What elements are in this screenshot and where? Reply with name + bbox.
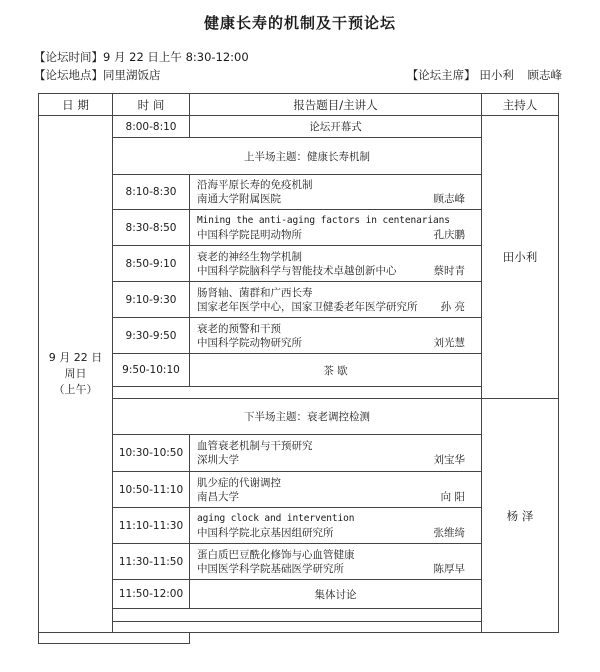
spacer-cell bbox=[113, 622, 482, 633]
date-day: 9 月 22 日 bbox=[48, 351, 103, 364]
talk-title: 肠肾轴、菌群和广西长寿 bbox=[197, 286, 313, 299]
talk-speaker: 孙 亮 bbox=[440, 300, 465, 313]
time-cell: 8:30-8:50 bbox=[113, 210, 190, 246]
host-cell: 杨 泽 bbox=[482, 399, 559, 633]
talk-org: 中国科学院昆明动物所 bbox=[197, 228, 302, 241]
table-row bbox=[39, 580, 559, 609]
talk-title: 血管衰老机制与干预研究 bbox=[197, 440, 313, 452]
header-talk: 报告题目/主讲人 bbox=[190, 94, 482, 116]
table-row bbox=[39, 472, 559, 508]
session-row bbox=[39, 138, 559, 175]
talk-speaker: 陈厚早 bbox=[433, 562, 465, 575]
forum-chairs bbox=[407, 67, 562, 83]
time-cell: 9:10-9:30 bbox=[113, 282, 190, 318]
talk-org: 中国科学院脑科学与智能技术卓越创新中心 bbox=[197, 264, 397, 277]
time-cell: 11:50-12:00 bbox=[113, 580, 190, 609]
table-row bbox=[39, 246, 559, 282]
spacer-row bbox=[39, 387, 559, 399]
header-date: 日 期 bbox=[39, 94, 113, 116]
spacer-row bbox=[39, 633, 559, 644]
forum-place-value: 同里湖饭店 bbox=[103, 68, 161, 82]
talk-org: 南昌大学 bbox=[197, 490, 239, 503]
table-row bbox=[39, 282, 559, 318]
host-cell: 田小利 bbox=[482, 116, 559, 399]
time-cell: 8:10-8:30 bbox=[113, 175, 190, 210]
session1-title: 上半场主题：健康长寿机制 bbox=[113, 138, 482, 175]
time-cell: 10:50-11:10 bbox=[113, 472, 190, 508]
talk-title: 蛋白质巴豆酰化修饰与心血管健康 bbox=[197, 548, 355, 561]
talk-title: 衰老的神经生物学机制 bbox=[197, 250, 302, 263]
table-row bbox=[39, 318, 559, 354]
spacer-cell bbox=[113, 387, 482, 399]
talk-cell bbox=[190, 318, 482, 354]
time-cell: 8:50-9:10 bbox=[113, 246, 190, 282]
table-row bbox=[39, 435, 559, 472]
spacer-cell bbox=[113, 609, 482, 622]
talk-speaker: 蔡时青 bbox=[433, 264, 465, 277]
talk-cell bbox=[190, 282, 482, 318]
table-row bbox=[39, 175, 559, 210]
talk-org: 中国医学科学院基础医学研究所 bbox=[197, 562, 344, 575]
spacer-row bbox=[39, 622, 559, 633]
spacer-cell bbox=[39, 633, 190, 644]
forum-time bbox=[34, 49, 249, 65]
talk-speaker: 孔庆鹏 bbox=[433, 228, 465, 241]
talk-cell bbox=[190, 435, 482, 472]
time-cell: 9:30-9:50 bbox=[113, 318, 190, 354]
session2-title: 下半场主题：衰老调控检测 bbox=[113, 399, 482, 435]
talk-title: 肌少症的代谢调控 bbox=[197, 476, 281, 489]
talk-speaker: 顾志峰 bbox=[433, 193, 465, 205]
spacer-row bbox=[39, 609, 559, 622]
schedule-table bbox=[38, 93, 559, 644]
talk-cell bbox=[190, 544, 482, 580]
talk-cell bbox=[190, 246, 482, 282]
talk-title: aging clock and intervention bbox=[197, 512, 355, 524]
time-cell: 9:50-10:10 bbox=[113, 354, 190, 387]
talk-org: 中国科学院动物研究所 bbox=[197, 336, 302, 349]
date-weekday: 周日 bbox=[64, 367, 87, 380]
table-row bbox=[39, 116, 559, 138]
forum-chair-name: 顾志峰 bbox=[527, 68, 562, 82]
header-time: 时 间 bbox=[113, 94, 190, 116]
closing-discussion: 集体讨论 bbox=[190, 580, 482, 609]
talk-org: 国家老年医学中心，国家卫健委老年医学研究所 bbox=[197, 300, 418, 313]
session-row bbox=[39, 399, 559, 435]
header-host: 主持人 bbox=[482, 94, 559, 116]
forum-place bbox=[34, 67, 161, 83]
talk-title: Mining the anti-aging factors in centenarians bbox=[197, 214, 450, 226]
talk-speaker: 刘宝华 bbox=[433, 454, 465, 466]
talk-org: 中国科学院北京基因组研究所 bbox=[197, 526, 334, 539]
talk-speaker: 张维绮 bbox=[433, 526, 465, 539]
date-period: （上午） bbox=[53, 383, 98, 396]
time-cell: 8:00-8:10 bbox=[113, 116, 190, 138]
forum-time-label: 【论坛时间】 bbox=[34, 50, 103, 64]
time-cell: 11:10-11:30 bbox=[113, 508, 190, 544]
talk-speaker: 刘光慧 bbox=[433, 336, 465, 349]
forum-place-label: 【论坛地点】 bbox=[34, 68, 103, 82]
talk-org: 南通大学附属医院 bbox=[197, 193, 281, 205]
opening-ceremony: 论坛开幕式 bbox=[190, 116, 482, 138]
time-cell: 11:30-11:50 bbox=[113, 544, 190, 580]
talk-title: 衰老的预警和干预 bbox=[197, 322, 281, 335]
page-title: 健康长寿的机制及干预论坛 bbox=[203, 14, 396, 32]
forum-chair-name: 田小利 bbox=[479, 68, 514, 82]
time-cell: 10:30-10:50 bbox=[113, 435, 190, 472]
talk-cell bbox=[190, 175, 482, 210]
talk-cell bbox=[190, 210, 482, 246]
date-cell bbox=[39, 116, 113, 633]
table-row bbox=[39, 354, 559, 387]
talk-cell bbox=[190, 508, 482, 544]
forum-time-value: 9 月 22 日上午 8:30-12:00 bbox=[103, 50, 249, 64]
talk-title: 沿海平原长寿的免疫机制 bbox=[197, 179, 313, 191]
talk-cell bbox=[190, 472, 482, 508]
forum-chair-label: 【论坛主席】 bbox=[406, 68, 476, 82]
talk-speaker: 向 阳 bbox=[440, 490, 465, 503]
table-header-row bbox=[39, 94, 559, 116]
talk-org: 深圳大学 bbox=[197, 454, 239, 466]
tea-break: 茶 歇 bbox=[190, 354, 482, 387]
table-row bbox=[39, 544, 559, 580]
table-row bbox=[39, 210, 559, 246]
table-row bbox=[39, 508, 559, 544]
